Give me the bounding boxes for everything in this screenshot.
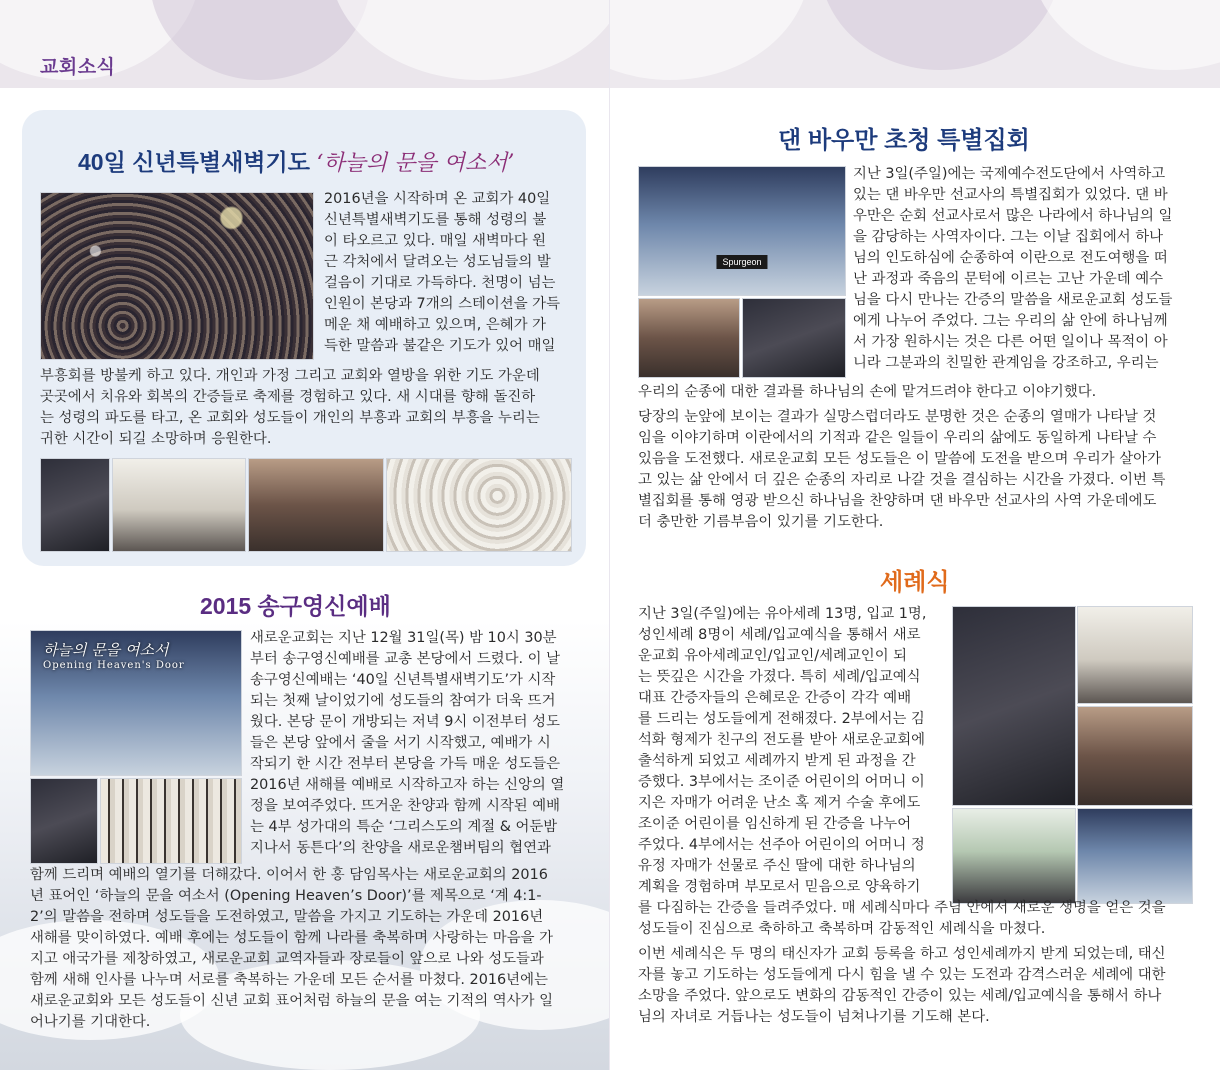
year-end-stage-photo [30,630,242,776]
revival-wrap-text: 지난 3일(주일)에는 국제예수전도단에서 사역하고 있는 댄 바우만 선교사의 특별집회가 있었다. 댄 바 우만은 순회 선교사로서 많은 나라에서 하나님의 일 을 감당하는 사역자이다. 그는 이날 집회에서 하나 님의 인도하심에 순종하여 이란으로 전도여행을 떠 난 과정과 죽음의 문턱에 이르는 고난 가운데 예수 님을 다시 만나는 간증의 말씀을 새로운교회 성도들 에게 나누어 주었다. 그는 우리의 삶 안에 하나님께 서 가장 원하시는 것은 다른 어떤 일이나 목적이 아 니라 그분과의 친밀한 관계임을 강조하고, 우리는 [853,166,1173,371]
dan-baumann-preaching-photo [638,166,846,296]
family-prayer-photo [248,458,384,552]
station-worship-photo [112,458,246,552]
prayer-title-quote: ‘하늘의 문을 여소서’ [316,151,515,176]
choir-photo [100,778,242,864]
prayer-article-title [78,144,514,177]
section-label: 교회소식 [40,57,116,78]
prayer-wrap-text: 2016년을 시작하며 온 교회가 40일 신년특별새벽기도를 통해 성령의 불 이 타오르고 있다. 매일 새벽마다 원 근 각처에서 달려오는 성도님들의 발 걸음이 기대로 가득하다. 천명이 넘는 인원이 본당과 7개의 스테이션을 가득 메운 채 예배하고 있으며, 은혜가 가 득한 말씀과 불같은 기도가 있어 매일 [324,191,560,354]
photo-caption: 하늘의 문을 여소서 Opening Heaven's Door [43,641,185,671]
interpreter-photo [742,298,846,378]
family-photo [1077,706,1193,806]
chamber-team-photo [30,778,98,864]
right-page [610,0,1220,1070]
header-band-right [610,0,1220,88]
worshippers-photo [386,458,572,552]
revival-article-title: 댄 바우만 초청 특별집회 [778,127,1030,154]
baptism-article-title: 세례식 [880,569,950,596]
year-end-full-text: 함께 드리며 예배의 열기를 더해갔다. 이어서 한 홍 담임목사는 새로운교회의 2016 년 표어인 ‘하늘의 문을 여소서 (Opening Heaven’s Door)’를 제목으로 ‘계 4:1- 2’의 말씀을 전하며 성도들을 도전하였고, 말씀을 가지고 기도하는 가운데 2016년 새해를 맞이하였다. 예배 후에는 성도들이 함께 나라를 축복하며 사랑하는 마음을 가 지고 애국가를 제창하였고, 새로운교회 교역자들과 장로들이 앞으로 나와 성도들과 함께 새해 인사를 나누며 서로를 축복하는 가운데 모든 순서를 마쳤다. 2016년에는 새로운교회와 모든 성도들이 신년 교회 표어처럼 하늘의 문을 여는 기적의 역사가 일 어나기를 기대한다. [30,867,553,1030]
infant-baptism-photo [1077,606,1193,704]
baptism-wrap-text: 지난 3일(주일)에는 유아세례 13명, 입교 1명, 성인세례 8명이 세례/입교예식을 통해서 새로 운교회 유아세례교인/입교인/세례교인이 되 는 뜻깊은 시간을 가졌다. 특히 세례/입교예식 대표 간증자들의 은혜로운 간증이 각각 예배 를 드리는 성도들에게 전해졌다. 2부에서는 김 석화 형제가 친구의 전도를 받아 새로운교회에 출석하게 되었고 세례까지 받게 된 과정을 간 증했다. 3부에서는 조이준 어린이의 어머니 이 지은 자매가 어려운 난소 혹 제거 수술 후에도 조이준 어린이를 임신하게 된 간증을 나누어 주었다. 4부에서는 선주아 어린이의 어머니 정 유정 자매가 선물로 주신 딸에 대한 하나님의 계획을 경험하며 부모로서 믿음으로 양육하기 [638,606,927,895]
audience-photo [638,298,740,378]
pulpit-sign: Spurgeon [716,255,767,269]
baptism-group-photo-2 [1077,808,1193,904]
baptism-ceremony-photo [952,606,1076,806]
prayer-full-text: 부흥회를 방불케 하고 있다. 개인과 가정 그리고 교회와 열방을 위한 기도 가운데 곳곳에서 치유와 회복의 간증들로 축제를 경험하고 있다. 새 시대를 향해 돌진하 는 성령의 파도를 타고, 온 교회와 성도들이 개인의 부흥과 교회의 부흥을 누리는 귀한 시간이 되길 소망하며 응원한다. [40,368,540,447]
baptism-full-text: 를 다짐하는 간증을 들려주었다. 매 세례식마다 주님 안에서 새로운 생명을 얻은 것을 성도들이 진심으로 축하하고 축복하며 감동적인 세례식을 마쳤다. 이번 세례식은 두 명의 태신자가 교회 등록을 하고 성인세례까지 받게 되었는데, 태신 자를 놓고 기도하는 성도들에게 다시 힘을 낼 수 있는 도전과 감격스러운 세례에 대한 소망을 주었다. 앞으로도 변화의 감동적인 간증이 있는 세례/입교예식을 통해서 하나 님의 자녀로 거듭나는 성도들이 넘쳐나기를 기도해 본다. [638,900,1166,1025]
year-end-wrap-text: 새로운교회는 지난 12월 31일(목) 밤 10시 30분 부터 송구영신예배를 교총 본당에서 드렸다. 이 날 송구영신예배는 ‘40일 신년특별새벽기도’가 시작 되는 첫째 날이었기에 성도들의 참여가 더욱 뜨거 웠다. 본당 문이 개방되는 저녁 9시 이전부터 성도 들은 본당 앞에서 줄을 서기 시작했고, 예배가 시 작되기 한 시간 전부터 본당을 가득 매운 성도들은 2016년 새해를 예배로 시작하고자 하는 신앙의 열 정을 보여주었다. 뜨거운 찬양과 함께 시작된 예배 는 4부 성가대의 특순 ‘그리스도의 계절 & 어둔밤 지나서 동튼다’의 찬양을 새로운챔버팀의 협연과 [250,630,565,856]
year-end-article-title: 2015 송구영신예배 [200,593,391,619]
prayer-title-main: 40일 신년특별새벽기도 [78,149,310,175]
revival-full-text: 우리의 순종에 대한 결과를 하나님의 손에 맡겨드려야 한다고 이야기했다. 당장의 눈앞에 보이는 결과가 실망스럽더라도 분명한 것은 순종의 열매가 나타날 것 임을 이야기하며 이란에서의 기적과 같은 일들이 우리의 삶에도 동일하게 나타날 수 있음을 도전했다. 새로운교회 모든 성도들은 이 말씀에 도전을 받으며 우리가 살아가 고 있는 삶 안에서 더 깊은 순종의 자리로 나갈 것을 결심하는 시간을 가졌다. 이번 특 별집회를 통해 영광 받으신 하나님을 찬양하며 댄 바우만 선교사의 사역 가운데에도 더 충만한 기름부음이 있기를 기도한다. [638,384,1166,530]
pastor-praying-photo [40,458,110,552]
baptism-group-photo-1 [952,808,1076,904]
dawn-prayer-crowd-photo [40,192,314,360]
